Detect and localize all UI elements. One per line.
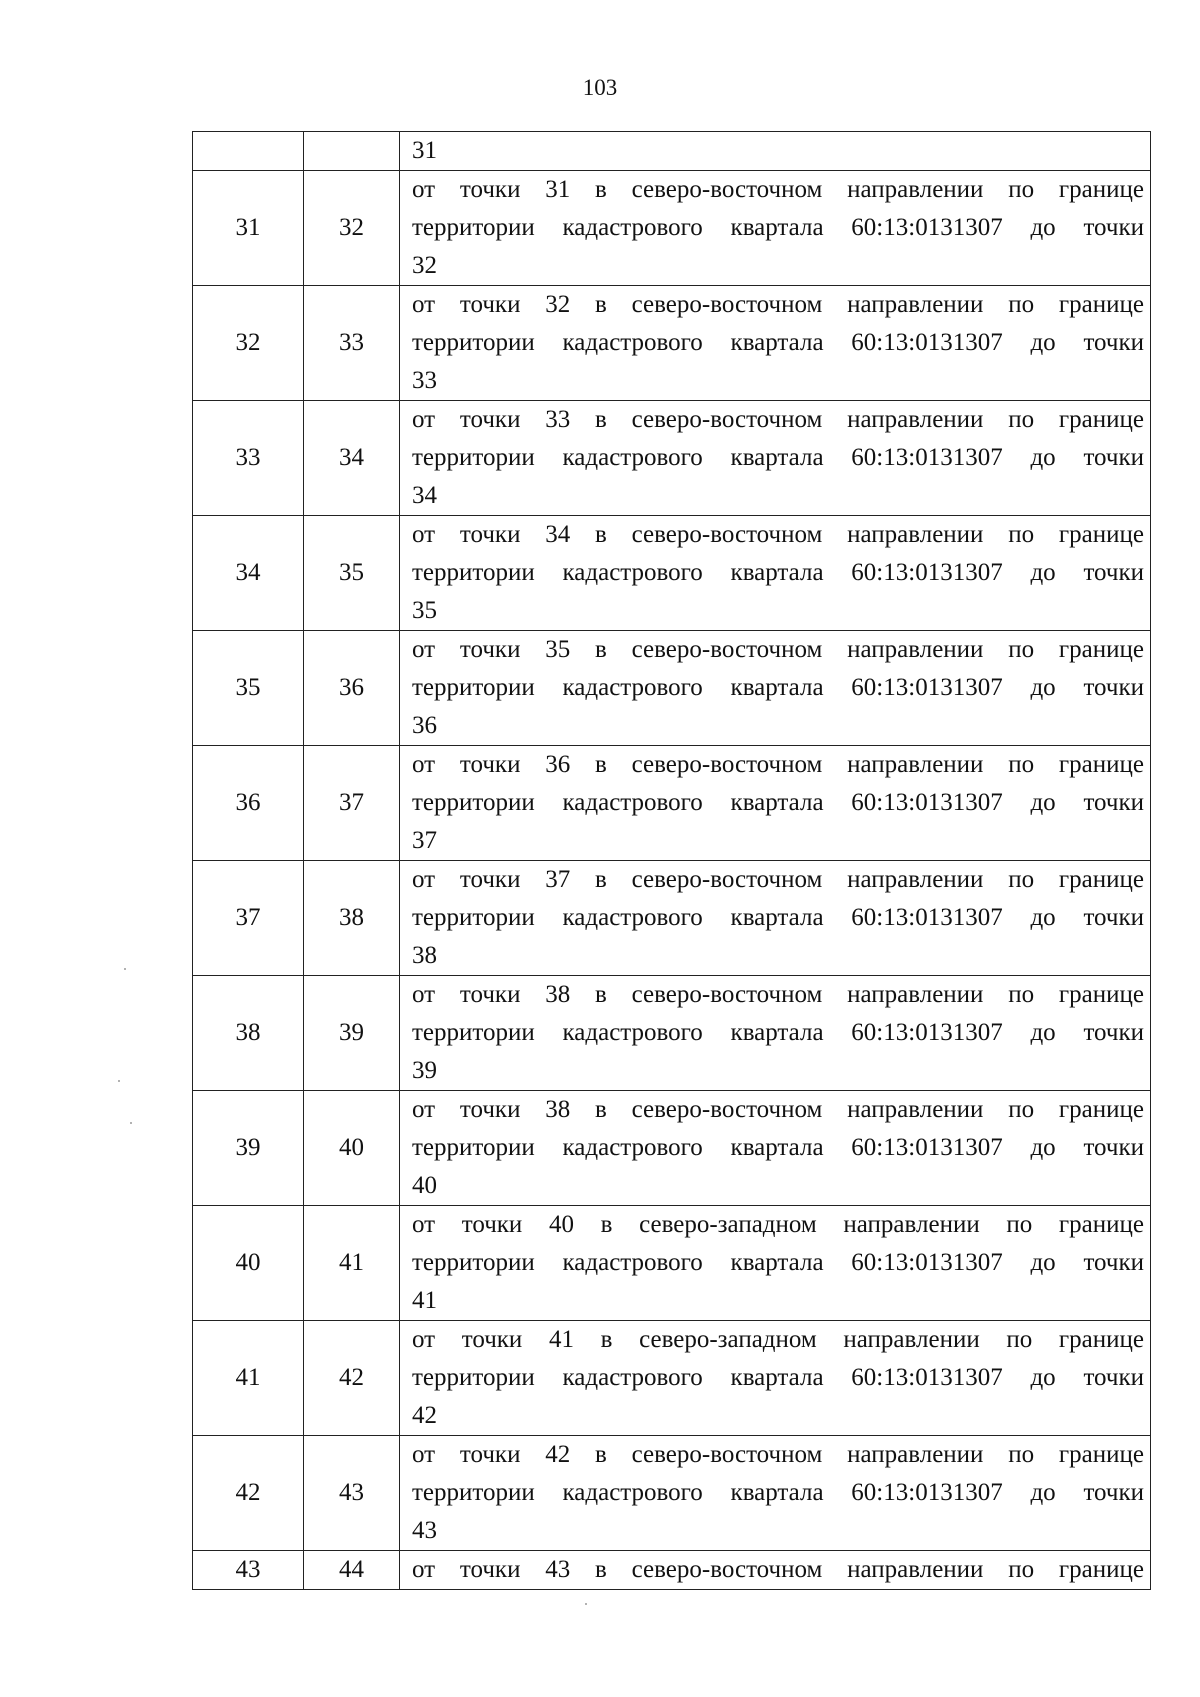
- scan-speck: [124, 968, 126, 970]
- description-line: 42: [412, 1402, 437, 1429]
- table-row: [193, 861, 1151, 976]
- to-point-cell: 44: [304, 1551, 400, 1590]
- description-cell: [400, 976, 1151, 1091]
- table-row: [193, 1091, 1151, 1206]
- description-line: от точки 35 в северо-восточном направлении по границе: [412, 636, 1144, 663]
- description-cell: [400, 631, 1151, 746]
- description-line: от точки 40 в северо-западном направлении по границе: [412, 1211, 1144, 1238]
- description-line: 40: [412, 1172, 437, 1199]
- to-point-cell: 37: [304, 746, 400, 861]
- description-cell: [400, 1091, 1151, 1206]
- from-point-cell: 43: [193, 1551, 304, 1590]
- description-line: территории кадастрового квартала 60:13:0131307 до точки: [412, 904, 1144, 931]
- table-row: [193, 1206, 1151, 1321]
- description-cell: от точки 43 в северо-восточном направлении по границе: [400, 1551, 1151, 1590]
- table-row: [193, 631, 1151, 746]
- table-row-partial: [193, 1551, 1151, 1590]
- description-line: 36: [412, 712, 437, 739]
- from-point-cell: 31: [193, 171, 304, 286]
- to-point-cell: 33: [304, 286, 400, 401]
- from-point-cell: 37: [193, 861, 304, 976]
- from-point-cell: 41: [193, 1321, 304, 1436]
- from-point-cell: [193, 132, 304, 171]
- table-row: [193, 401, 1151, 516]
- from-point-cell: 35: [193, 631, 304, 746]
- from-point-cell: 34: [193, 516, 304, 631]
- description-line: от точки 38 в северо-восточном направлении по границе: [412, 981, 1144, 1008]
- table-body: [193, 132, 1151, 1590]
- description-line: территории кадастрового квартала 60:13:0131307 до точки: [412, 1019, 1144, 1046]
- description-line: территории кадастрового квартала 60:13:0131307 до точки: [412, 789, 1144, 816]
- description-cell: [400, 171, 1151, 286]
- description-cell: [400, 1206, 1151, 1321]
- description-cell: [400, 1436, 1151, 1551]
- from-point-cell: 38: [193, 976, 304, 1091]
- description-line: территории кадастрового квартала 60:13:0131307 до точки: [412, 444, 1144, 471]
- description-line: 35: [412, 597, 437, 624]
- table-row: [193, 1321, 1151, 1436]
- description-line: территории кадастрового квартала 60:13:0131307 до точки: [412, 559, 1144, 586]
- description-line: территории кадастрового квартала 60:13:0131307 до точки: [412, 1134, 1144, 1161]
- to-point-cell: 43: [304, 1436, 400, 1551]
- from-point-cell: 36: [193, 746, 304, 861]
- description-cell: [400, 516, 1151, 631]
- description-line: территории кадастрового квартала 60:13:0131307 до точки: [412, 329, 1144, 356]
- description-line: 43: [412, 1517, 437, 1544]
- page-number: 103: [582, 75, 618, 100]
- to-point-cell: [304, 132, 400, 171]
- description-line: от точки 38 в северо-восточном направлении по границе: [412, 1096, 1144, 1123]
- table-row: [193, 976, 1151, 1091]
- to-point-cell: 41: [304, 1206, 400, 1321]
- description-line: 41: [412, 1287, 437, 1314]
- from-point-cell: 32: [193, 286, 304, 401]
- description-line: от точки 34 в северо-восточном направлении по границе: [412, 521, 1144, 548]
- table-row: [193, 746, 1151, 861]
- description-line: от точки 31 в северо-восточном направлении по границе: [412, 176, 1144, 203]
- description-line: от точки 36 в северо-восточном направлении по границе: [412, 751, 1144, 778]
- description-cell: [400, 861, 1151, 976]
- description-line: 37: [412, 827, 437, 854]
- description-line: территории кадастрового квартала 60:13:0131307 до точки: [412, 1249, 1144, 1276]
- description-line: от точки 42 в северо-восточном направлении по границе: [412, 1441, 1144, 1468]
- description-line: 32: [412, 252, 437, 279]
- description-line: от точки 41 в северо-западном направлении по границе: [412, 1326, 1144, 1353]
- from-point-cell: 39: [193, 1091, 304, 1206]
- to-point-cell: 34: [304, 401, 400, 516]
- description-line: территории кадастрового квартала 60:13:0131307 до точки: [412, 1479, 1144, 1506]
- description-line: 38: [412, 942, 437, 969]
- scan-speck: [118, 1080, 120, 1082]
- to-point-cell: 40: [304, 1091, 400, 1206]
- scan-speck: [130, 1122, 132, 1124]
- description-cell: [400, 286, 1151, 401]
- description-line: 34: [412, 482, 437, 509]
- table-row: [193, 171, 1151, 286]
- to-point-cell: 38: [304, 861, 400, 976]
- description-cell: 31: [400, 132, 1151, 171]
- description-line: от точки 33 в северо-восточном направлении по границе: [412, 406, 1144, 433]
- description-cell: [400, 401, 1151, 516]
- description-line: территории кадастрового квартала 60:13:0131307 до точки: [412, 1364, 1144, 1391]
- to-point-cell: 36: [304, 631, 400, 746]
- description-line: территории кадастрового квартала 60:13:0131307 до точки: [412, 674, 1144, 701]
- boundary-table-container: [192, 131, 1150, 1590]
- to-point-cell: 39: [304, 976, 400, 1091]
- table-row: [193, 516, 1151, 631]
- description-line: территории кадастрового квартала 60:13:0131307 до точки: [412, 214, 1144, 241]
- description-line: от точки 37 в северо-восточном направлении по границе: [412, 866, 1144, 893]
- from-point-cell: 40: [193, 1206, 304, 1321]
- to-point-cell: 42: [304, 1321, 400, 1436]
- table-row-continuation: [193, 132, 1151, 171]
- to-point-cell: 35: [304, 516, 400, 631]
- description-line: от точки 32 в северо-восточном направлении по границе: [412, 291, 1144, 318]
- from-point-cell: 33: [193, 401, 304, 516]
- table-row: [193, 286, 1151, 401]
- boundary-table: [192, 131, 1151, 1590]
- description-cell: [400, 1321, 1151, 1436]
- scan-speck: [585, 1603, 587, 1605]
- description-line: 39: [412, 1057, 437, 1084]
- description-line: 33: [412, 367, 437, 394]
- from-point-cell: 42: [193, 1436, 304, 1551]
- description-cell: [400, 746, 1151, 861]
- table-row: [193, 1436, 1151, 1551]
- to-point-cell: 32: [304, 171, 400, 286]
